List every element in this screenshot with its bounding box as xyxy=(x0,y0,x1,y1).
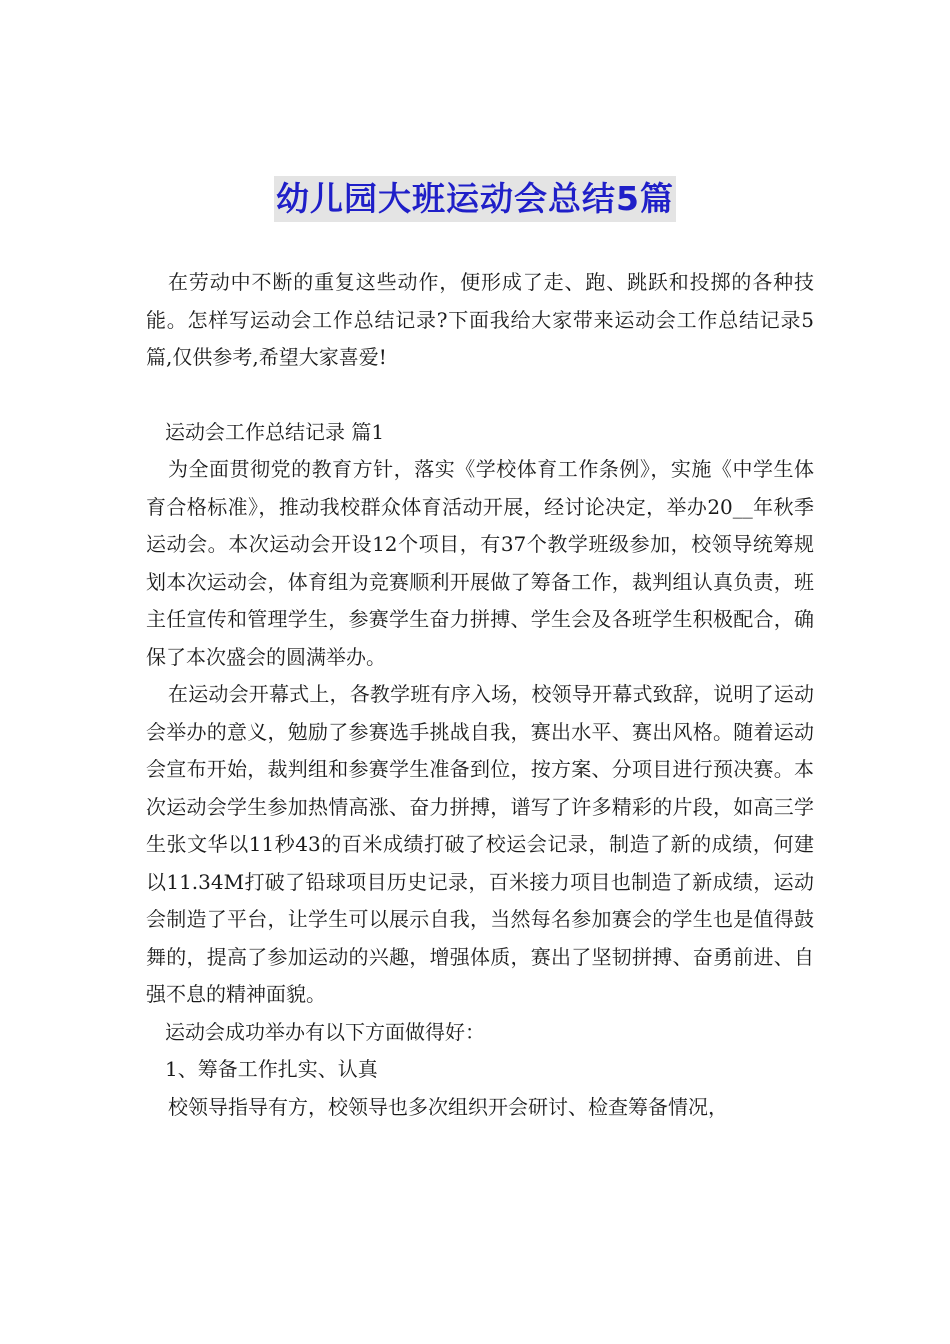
document-body xyxy=(146,264,814,1126)
section-heading: 运动会工作总结记录 篇1 xyxy=(165,419,385,444)
title-container xyxy=(0,176,950,222)
document-title: 幼儿园大班运动会总结5篇 xyxy=(274,176,676,222)
intro-paragraph: 在劳动中不断的重复这些动作，便形成了走、跑、跳跃和投掷的各种技能。怎样写运动会工作总结记录?下面我给大家带来运动会工作总结记录5篇,仅供参考,希望大家喜爱! xyxy=(146,270,814,369)
body-paragraph-3: 校领导指导有方，校领导也多次组织开会研讨、检查筹备情况， xyxy=(168,1094,728,1119)
body-paragraph-2: 在运动会开幕式上，各教学班有序入场，校领导开幕式致辞，说明了运动会举办的意义，勉励了参赛选手挑战自我，赛出水平、赛出风格。随着运动会宣布开始，裁判组和参赛学生准备到位，按方案、分项目进行预决赛。本次运动会学生参加热情高涨、奋力拼搏，谱写了许多精彩的片段，如高三学生张文华以11秒43的百米成绩打破了校运会记录，制造了新的成绩，何建以11.34M打破了铅球项目历史记录，百米接力项目也制造了新成绩，运动会制造了平台，让学生可以展示自我，当然每名参加赛会的学生也是值得鼓舞的，提高了参加运动的兴趣，增强体质，赛出了坚韧拼搏、奋勇前进、自强不息的精神面貌。 xyxy=(146,682,814,1006)
list-item-1: 1、筹备工作扎实、认真 xyxy=(165,1057,378,1081)
body-paragraph-1: 为全面贯彻党的教育方针，落实《学校体育工作条例》，实施《中学生体育合格标准》，推动我校群众体育活动开展，经讨论决定，举办20__年秋季运动会。本次运动会开设12个项目，有37个教学班级参加，校领导统筹规划本次运动会，体育组为竞赛顺利开展做了筹备工作，裁判组认真负责，班主任宣传和管理学生，参赛学生奋力拼搏、学生会及各班学生积极配合，确保了本次盛会的圆满举办。 xyxy=(146,457,814,669)
summary-line: 运动会成功举办有以下方面做得好： xyxy=(165,1019,485,1044)
